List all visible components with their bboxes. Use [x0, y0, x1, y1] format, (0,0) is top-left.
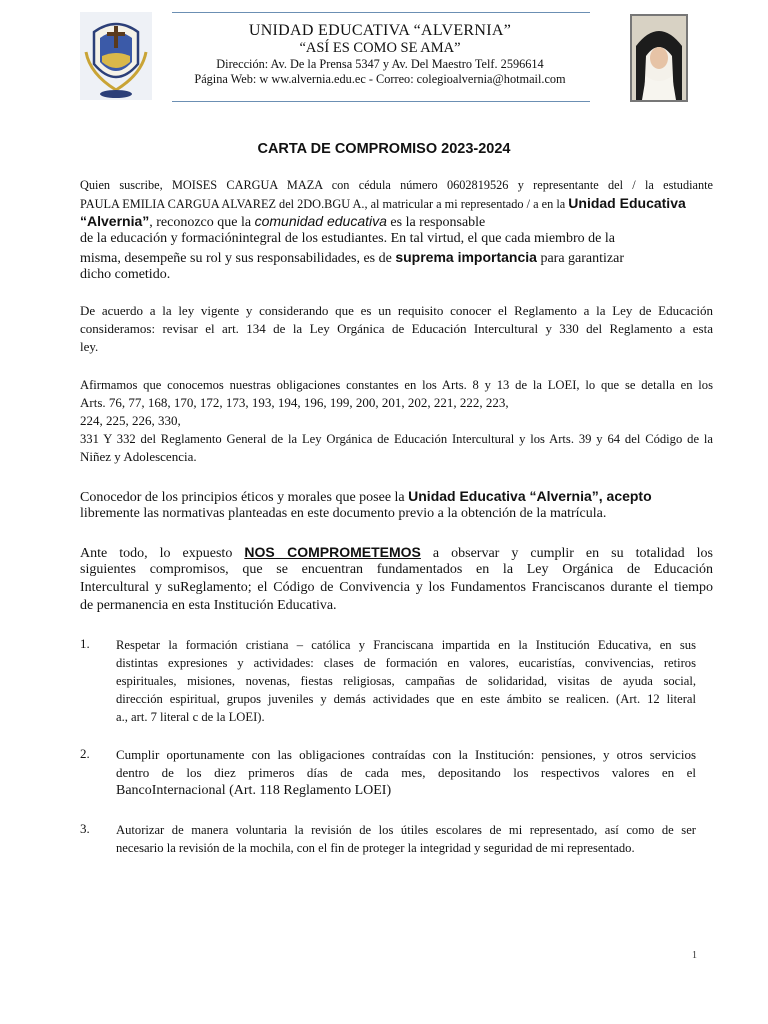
p1-line-5 [80, 248, 713, 266]
p1-line-2 [80, 194, 713, 212]
school-crest-logo [80, 12, 152, 100]
school-web-email: Página Web: w ww.alvernia.edu.ec - Correo: colegioalvernia@hotmail.com [194, 72, 566, 86]
p5-line-1-end: a observar y cumplir en su totalidad los [420, 546, 713, 561]
item-2-line-1: Cumplir oportunamente con las obligaciones contraídas con la Institución: pensiones, y otros servicios [116, 747, 696, 762]
p1-line-5-text: misma, desempeñe su rol y sus responsabilidades, es de [80, 251, 396, 266]
item-1-line-3: espirituales, misiones, novenas, fiestas religiosas, campañas de solidaridad, visitas de ayuda social, [116, 674, 696, 688]
p1-community-italic: comunidad educativa [254, 213, 387, 229]
item-2-number: 2. [80, 746, 90, 761]
school-name: UNIDAD EDUCATIVA “ALVERNIA” [248, 22, 512, 39]
p3-line-2: Arts. 76, 77, 168, 170, 172, 173, 193, 194, 196, 199, 200, 201, 202, 221, 222, 223, [80, 395, 509, 410]
document-title: CARTA DE COMPROMISO 2023-2024 [257, 141, 511, 157]
paragraph-law [80, 302, 713, 356]
p2-line-3: ley. [80, 339, 99, 354]
p5-commitment-bold: NOS COMPROMETEMOS [244, 544, 421, 560]
p5-line-2: siguientes compromisos, que se encuentran fundamentados en la Ley Orgánica de Educación [80, 562, 713, 577]
p5-line-1-text: Ante todo, lo expuesto [80, 546, 245, 561]
p1-line-5-end: para garantizar [536, 251, 624, 266]
p1-line-4: de la educación y formaciónintegral de los estudiantes. En tal virtud, el que cada miembro de la [80, 231, 615, 246]
p1-line-3-text: , reconozco que la [149, 215, 255, 230]
item-1-line-4: dirección espiritual, grupos juveniles y demás actividades que en este ámbito se realicen. (Art. 12 literal [116, 692, 696, 706]
p1-school-bold: Unidad Educativa [568, 195, 686, 211]
p2-line-2: consideramos: revisar el art. 134 de la Ley Orgánica de Educación Intercultural y 330 del Reglamento a esta [80, 321, 713, 336]
item-1-text [116, 636, 696, 726]
item-3-line-1: Autorizar de manera voluntaria la revisión de los útiles escolares de mi representado, así como de ser [116, 823, 696, 837]
p5-line-3: Intercultural y suReglamento; el Código de Convivencia y los Fundamentos Franciscanos durante el tiempo [80, 580, 713, 595]
p4-line-1 [80, 487, 713, 505]
paragraph-commitment [80, 543, 713, 615]
p4-school-bold: Unidad Educativa “Alvernia”, acepto [408, 488, 652, 504]
p5-line-4: de permanencia en esta Institución Educativa. [80, 598, 337, 613]
paragraph-representative [80, 176, 713, 284]
p1-line-3 [80, 212, 713, 230]
item-2-line-2: dentro de los diez primeros días de cada mes, depositando los respectivos valores en el [116, 765, 696, 780]
p2-line-1: De acuerdo a la ley vigente y considerando que es un requisito conocer el Reglamento a la Ley de Educación [80, 303, 713, 318]
p1-line-2-text: PAULA EMILIA CARGUA ALVAREZ del 2DO.BGU A., al matricular a mi representado / a en la [80, 197, 569, 211]
school-motto: “ASÍ ES COMO SE AMA” [299, 40, 461, 56]
p1-line-1: Quien suscribe, MOISES CARGUA MAZA con cédula número 0602819526 y representante del / la estudiante [80, 178, 713, 192]
item-2-line-3: BancoInternacional (Art. 118 Reglamento LOEI) [116, 783, 392, 798]
item-2-text [116, 746, 696, 800]
item-3-line-2: necesario la revisión de la mochila, con el fin de proteger la integridad y seguridad de mi representado. [116, 841, 635, 855]
p3-line-5: Niñez y Adolescencia. [80, 449, 197, 464]
header-bottom-rule [172, 101, 590, 102]
paragraph-obligations [80, 376, 713, 466]
p3-line-3: 224, 225, 226, 330, [80, 413, 181, 428]
p1-alvernia-bold: “Alvernia” [80, 213, 150, 229]
item-1-number: 1. [80, 636, 90, 651]
nun-portrait-photo [630, 14, 688, 102]
p4-line-2: libremente las normativas planteadas en este documento previo a la obtención de la matrícula. [80, 506, 607, 521]
page-number: 1 [692, 950, 697, 961]
p3-line-1: Afirmamos que conocemos nuestras obligaciones constantes en los Arts. 8 y 13 de la LOEI, lo que se detalla en los [80, 378, 713, 392]
header-top-rule [172, 12, 590, 13]
p1-line-3-end: es la responsable [386, 215, 486, 230]
p1-line-6: dicho cometido. [80, 267, 171, 282]
p4-line-1-text: Conocedor de los principios éticos y morales que posee la [80, 490, 409, 505]
paragraph-principles [80, 487, 713, 523]
p3-line-4: 331 Y 332 del Reglamento General de la Ley Orgánica de Educación Intercultural y los Arts. 39 y 64 del Código de la [80, 432, 713, 446]
item-3-text [116, 821, 696, 857]
p1-suprema-bold: suprema importancia [395, 249, 537, 265]
p5-line-1 [80, 543, 713, 561]
item-3-number: 3. [80, 821, 90, 836]
school-address: Dirección: Av. De la Prensa 5347 y Av. Del Maestro Telf. 2596614 [216, 57, 544, 71]
item-1-line-1: Respetar la formación cristiana – católica y Franciscana impartida en la Institución Educativa, en sus [116, 638, 696, 652]
item-1-line-5: a., art. 7 literal c de la LOEI). [116, 710, 265, 724]
item-1-line-2: distintas expresiones y actividades: clases de formación en valores, eucaristías, convivencias, retiros [116, 656, 696, 670]
